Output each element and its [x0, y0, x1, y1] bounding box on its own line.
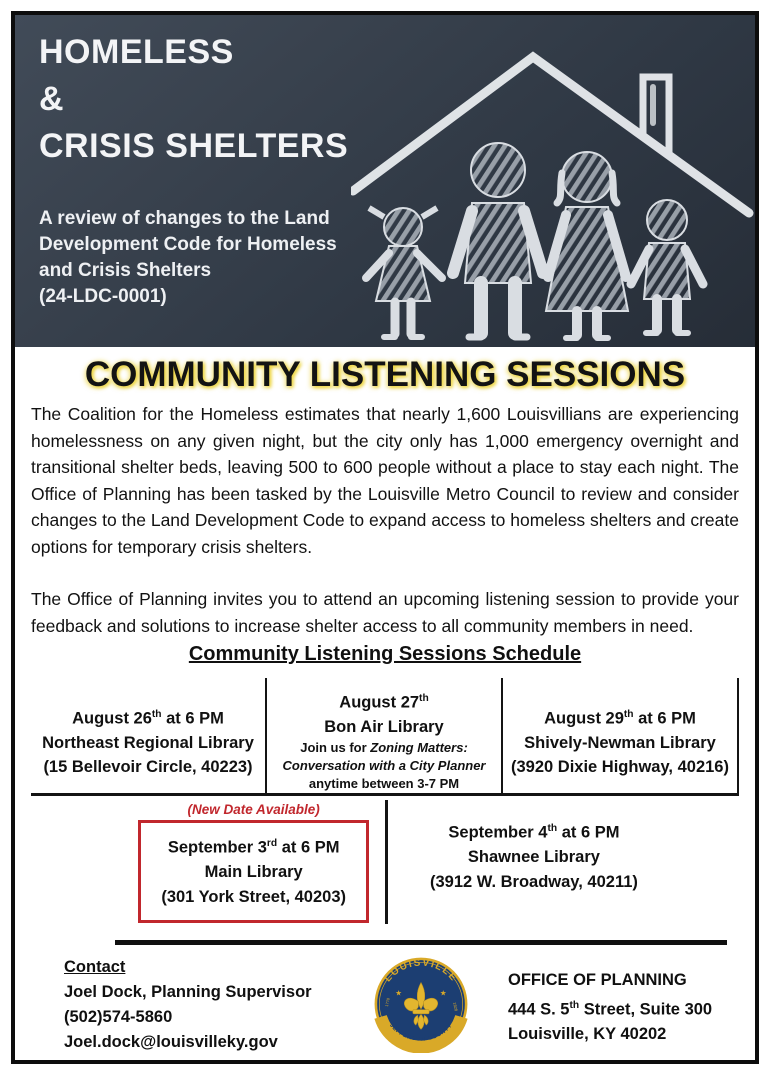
- session-venue: Main Library: [204, 863, 303, 881]
- woman-figure: [546, 152, 628, 338]
- session-address: (3912 W. Broadway, 40211): [430, 873, 638, 891]
- girl-figure: [366, 208, 442, 337]
- session-date: August 26th at 6 PM: [72, 709, 224, 728]
- office-city: Louisville, KY 40202: [508, 1025, 667, 1043]
- session-date: September 4th at 6 PM: [448, 822, 620, 841]
- title-line-3: CRISIS SHELTERS: [39, 127, 349, 165]
- office-name: OFFICE OF PLANNING: [508, 970, 687, 989]
- page-title: COMMUNITY LISTENING SESSIONS: [84, 355, 686, 394]
- session-date: September 3rd at 6 PM: [167, 837, 340, 856]
- man-figure: [453, 143, 543, 337]
- session-note: Join us for Zoning Matters:: [300, 739, 468, 755]
- session-address: (3920 Dixie Highway, 40216): [511, 757, 729, 776]
- boy-figure: [631, 200, 703, 333]
- subtitle-line-2: Development Code for Homeless: [39, 234, 337, 255]
- contact-email: Joel.dock@louisvilleky.gov: [64, 1032, 278, 1051]
- chalk-family-icon: [366, 143, 703, 338]
- subtitle-line-3: and Crisis Shelters: [39, 260, 212, 281]
- session-sept-4: [430, 816, 638, 896]
- title-line-1: HOMELESS: [39, 33, 234, 71]
- session-aug-26: [31, 678, 265, 793]
- session-venue: Shively-Newman Library: [524, 733, 716, 752]
- seal-top-text: LOUISVILLE: [382, 956, 460, 984]
- flyer-subtitle: [39, 206, 369, 310]
- schedule-row-2: [31, 800, 739, 924]
- contact-name: Joel Dock, Planning Supervisor: [64, 982, 312, 1001]
- house-roof-icon: [353, 57, 749, 213]
- session-venue: Shawnee Library: [467, 848, 600, 866]
- highlighted-session-box: [138, 820, 369, 924]
- main-content: [15, 355, 755, 1055]
- session-venue: Northeast Regional Library: [42, 733, 254, 752]
- louisville-jefferson-county-seal-logo: [372, 955, 470, 1053]
- session-time: anytime between 3-7 PM: [308, 775, 460, 791]
- contact-block: [64, 955, 352, 1055]
- flyer-page: [11, 11, 759, 1064]
- contact-heading: Contact: [64, 957, 126, 976]
- hero-section: [15, 15, 755, 347]
- schedule-heading: Community Listening Sessions Schedule: [188, 643, 582, 665]
- new-date-badge: (New Date Available): [187, 801, 320, 817]
- seal-star-left: ★: [395, 987, 403, 997]
- office-address: 444 S. 5th Street, Suite 300: [508, 999, 713, 1018]
- session-date: August 27th: [339, 693, 429, 712]
- session-date: August 29th at 6 PM: [544, 709, 696, 728]
- schedule-row-1: [31, 678, 739, 796]
- session-address: (15 Bellevoir Circle, 40223): [43, 757, 253, 776]
- session-aug-29: [501, 678, 737, 793]
- case-number: (24-LDC-0001): [39, 286, 167, 307]
- title-line-2: &: [39, 80, 65, 118]
- seal-left-year: 1778: [384, 996, 391, 1007]
- seal-star-right: ★: [439, 987, 447, 997]
- invitation-paragraph: The Office of Planning invites you to attend an upcoming listening session to provide your feedback and solutions to increase shelter access to all community members in need.: [31, 589, 739, 636]
- intro-paragraph: The Coalition for the Homeless estimates that nearly 1,600 Louisvillians are experiencing homelessness on any given night, but the city only has 1,000 emergency overnight and transitional shelter beds, leaving 500 to 600 people without a place to stay each night. The Office of Planning has been tasked by the Louisville Metro Council to review and consider changes to the Land Development Code to expand access to homeless shelters and create options for temporary crisis shelters.: [31, 404, 739, 557]
- session-sept-4-cell: [385, 800, 739, 924]
- footer-section: [31, 955, 739, 1055]
- session-address: (301 York Street, 40203): [161, 888, 346, 906]
- session-note-2: Conversation with a City Planner: [282, 757, 486, 773]
- footer-divider: [115, 940, 727, 945]
- office-block: [508, 968, 712, 1048]
- subtitle-line-1: A review of changes to the Land: [39, 208, 330, 229]
- session-aug-27: [265, 678, 501, 793]
- hero-text-block: [39, 29, 369, 310]
- session-venue: Bon Air Library: [324, 717, 444, 736]
- seal-bottom-text: JEFFERSON COUNTY: [388, 1022, 454, 1043]
- flyer-title: [39, 29, 369, 170]
- contact-phone: (502)574-5860: [64, 1007, 173, 1026]
- seal-right-year: 1828: [452, 1001, 459, 1011]
- chalk-house-family-illustration: [351, 15, 755, 347]
- session-sept-3-cell: [31, 800, 385, 924]
